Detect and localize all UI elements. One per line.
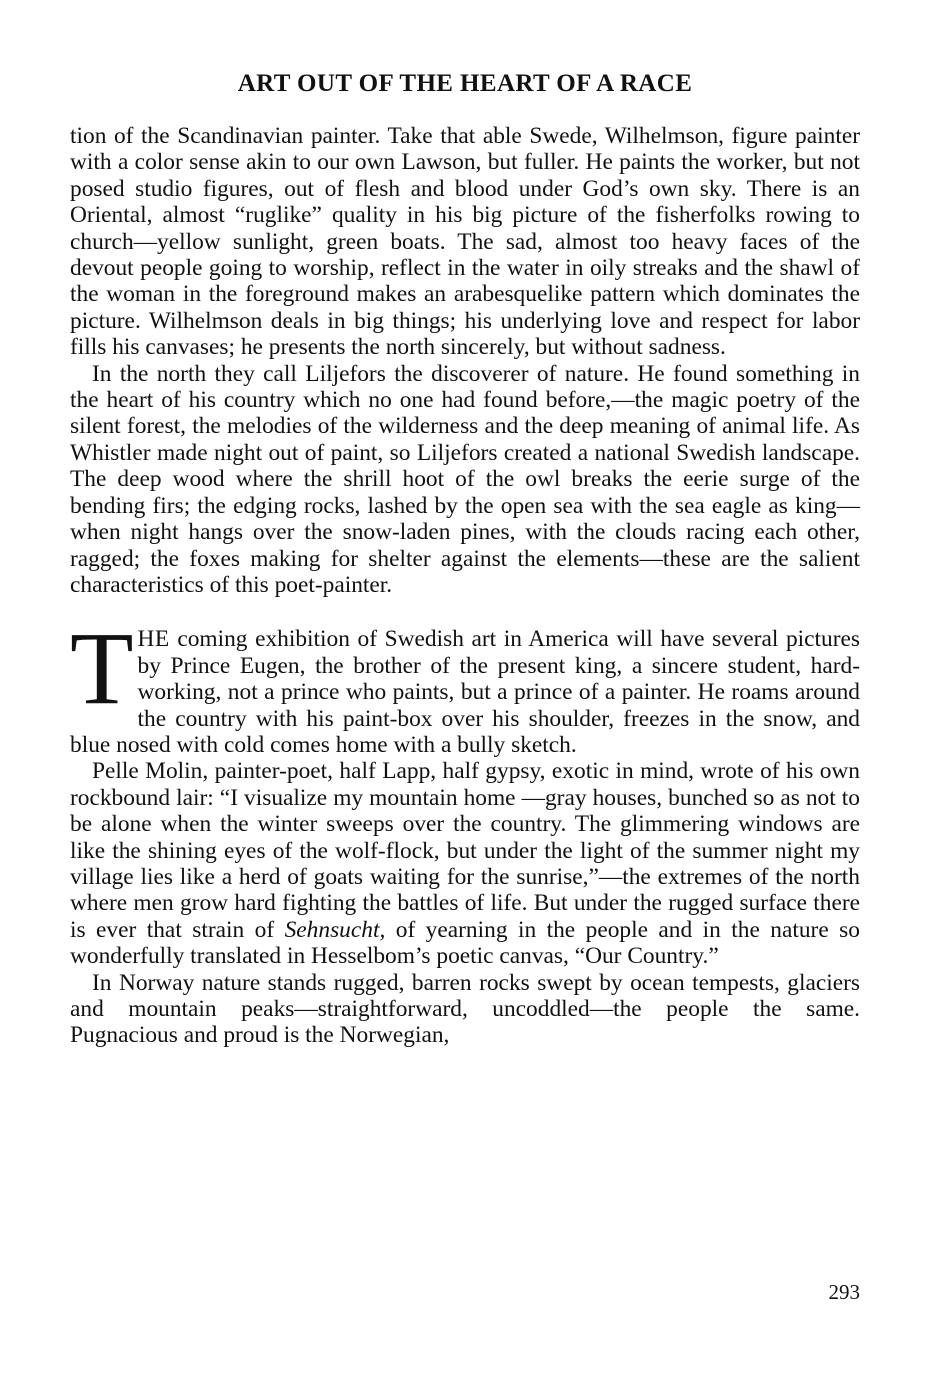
paragraph-hesselbom-text: of yearning in the people and in the nature so wonderfully translated in Hesselbom’s poetic canvas, “Our Country.”: [70, 916, 860, 970]
body-text: [70, 123, 860, 1049]
paragraph-pelle-molin-text: Pelle Molin, painter-poet, half Lapp, half gypsy, exotic in mind, wrote of his own rockbound lair: “I visualize my mountain home —gray houses, bunched so as not to be alone when the winter sweeps over the country. The glimmering windows are like the shining eyes of the wolf-flock, but under the light of the summer night my village lies like a herd of goats waiting for the sunrise,”—the extremes of the north where men grow hard fighting the battles of life. But under the rugged surface there is ever that strain of: [70, 758, 860, 943]
paragraph-wilhelmson: tion of the Scandinavian painter. Take that able Swede, Wilhelmson, figure painter with a color sense akin to our own Lawson, but fuller. He paints the worker, but not posed studio figures, out of flesh and blood under God’s own sky. There is an Oriental, almost “ruglike” quality in his big picture of the fisherfolks rowing to church—yellow sunlight, green boats. The sad, almost too heavy faces of the devout people going to worship, reflect in the water in oily streaks and the shawl of the woman in the foreground makes an arabesquelike pattern which dominates the picture. Wilhelmson deals in big things; his underlying love and respect for labor fills his canvases; he presents the north sincerely, but without sadness.: [70, 123, 860, 361]
paragraph-norway: In Norway nature stands rugged, barren rocks swept by ocean tempests, glaciers and mountain peaks—straightforward, uncoddled—the people the same. Pugnacious and proud is the Norwegian,: [70, 969, 860, 1049]
drop-cap: T: [70, 611, 134, 727]
paragraph-pelle-molin: [70, 758, 860, 969]
page-number: 293: [828, 1280, 860, 1304]
running-head: ART OUT OF THE HEART OF A RACE: [237, 70, 693, 97]
lead-in-caps: HE: [137, 626, 170, 653]
paragraph-prince-eugen-text: coming exhibition of Swedish art in America will have several pictures by Prince Eugen, the brother of the present king, a sincere student, hard-working, not a prince who paints, but a prince of a painter. He roams around the country with his paint-box over his shoulder, freezes in the snow, and blue nosed with cold comes home with a bully sketch.: [70, 626, 860, 758]
paragraph-liljefors: In the north they call Liljefors the discoverer of nature. He found something in the heart of his country which no one had found before,—the magic poetry of the silent forest, the melodies of the wilderness and the deep meaning of animal life. As Whistler made night out of paint, so Liljefors created a national Swedish landscape. The deep wood where the shrill hoot of the owl breaks the eerie surge of the bending firs; the edging rocks, lashed by the open sea with the sea eagle as king—when night hangs over the snow-laden pines, with the clouds racing each other, ragged; the foxes making for shelter against the elements—these are the salient characteristics of this poet-painter.: [70, 360, 860, 598]
paragraph-prince-eugen: [70, 611, 860, 758]
italic-sehnsucht: Sehnsucht,: [284, 916, 386, 943]
